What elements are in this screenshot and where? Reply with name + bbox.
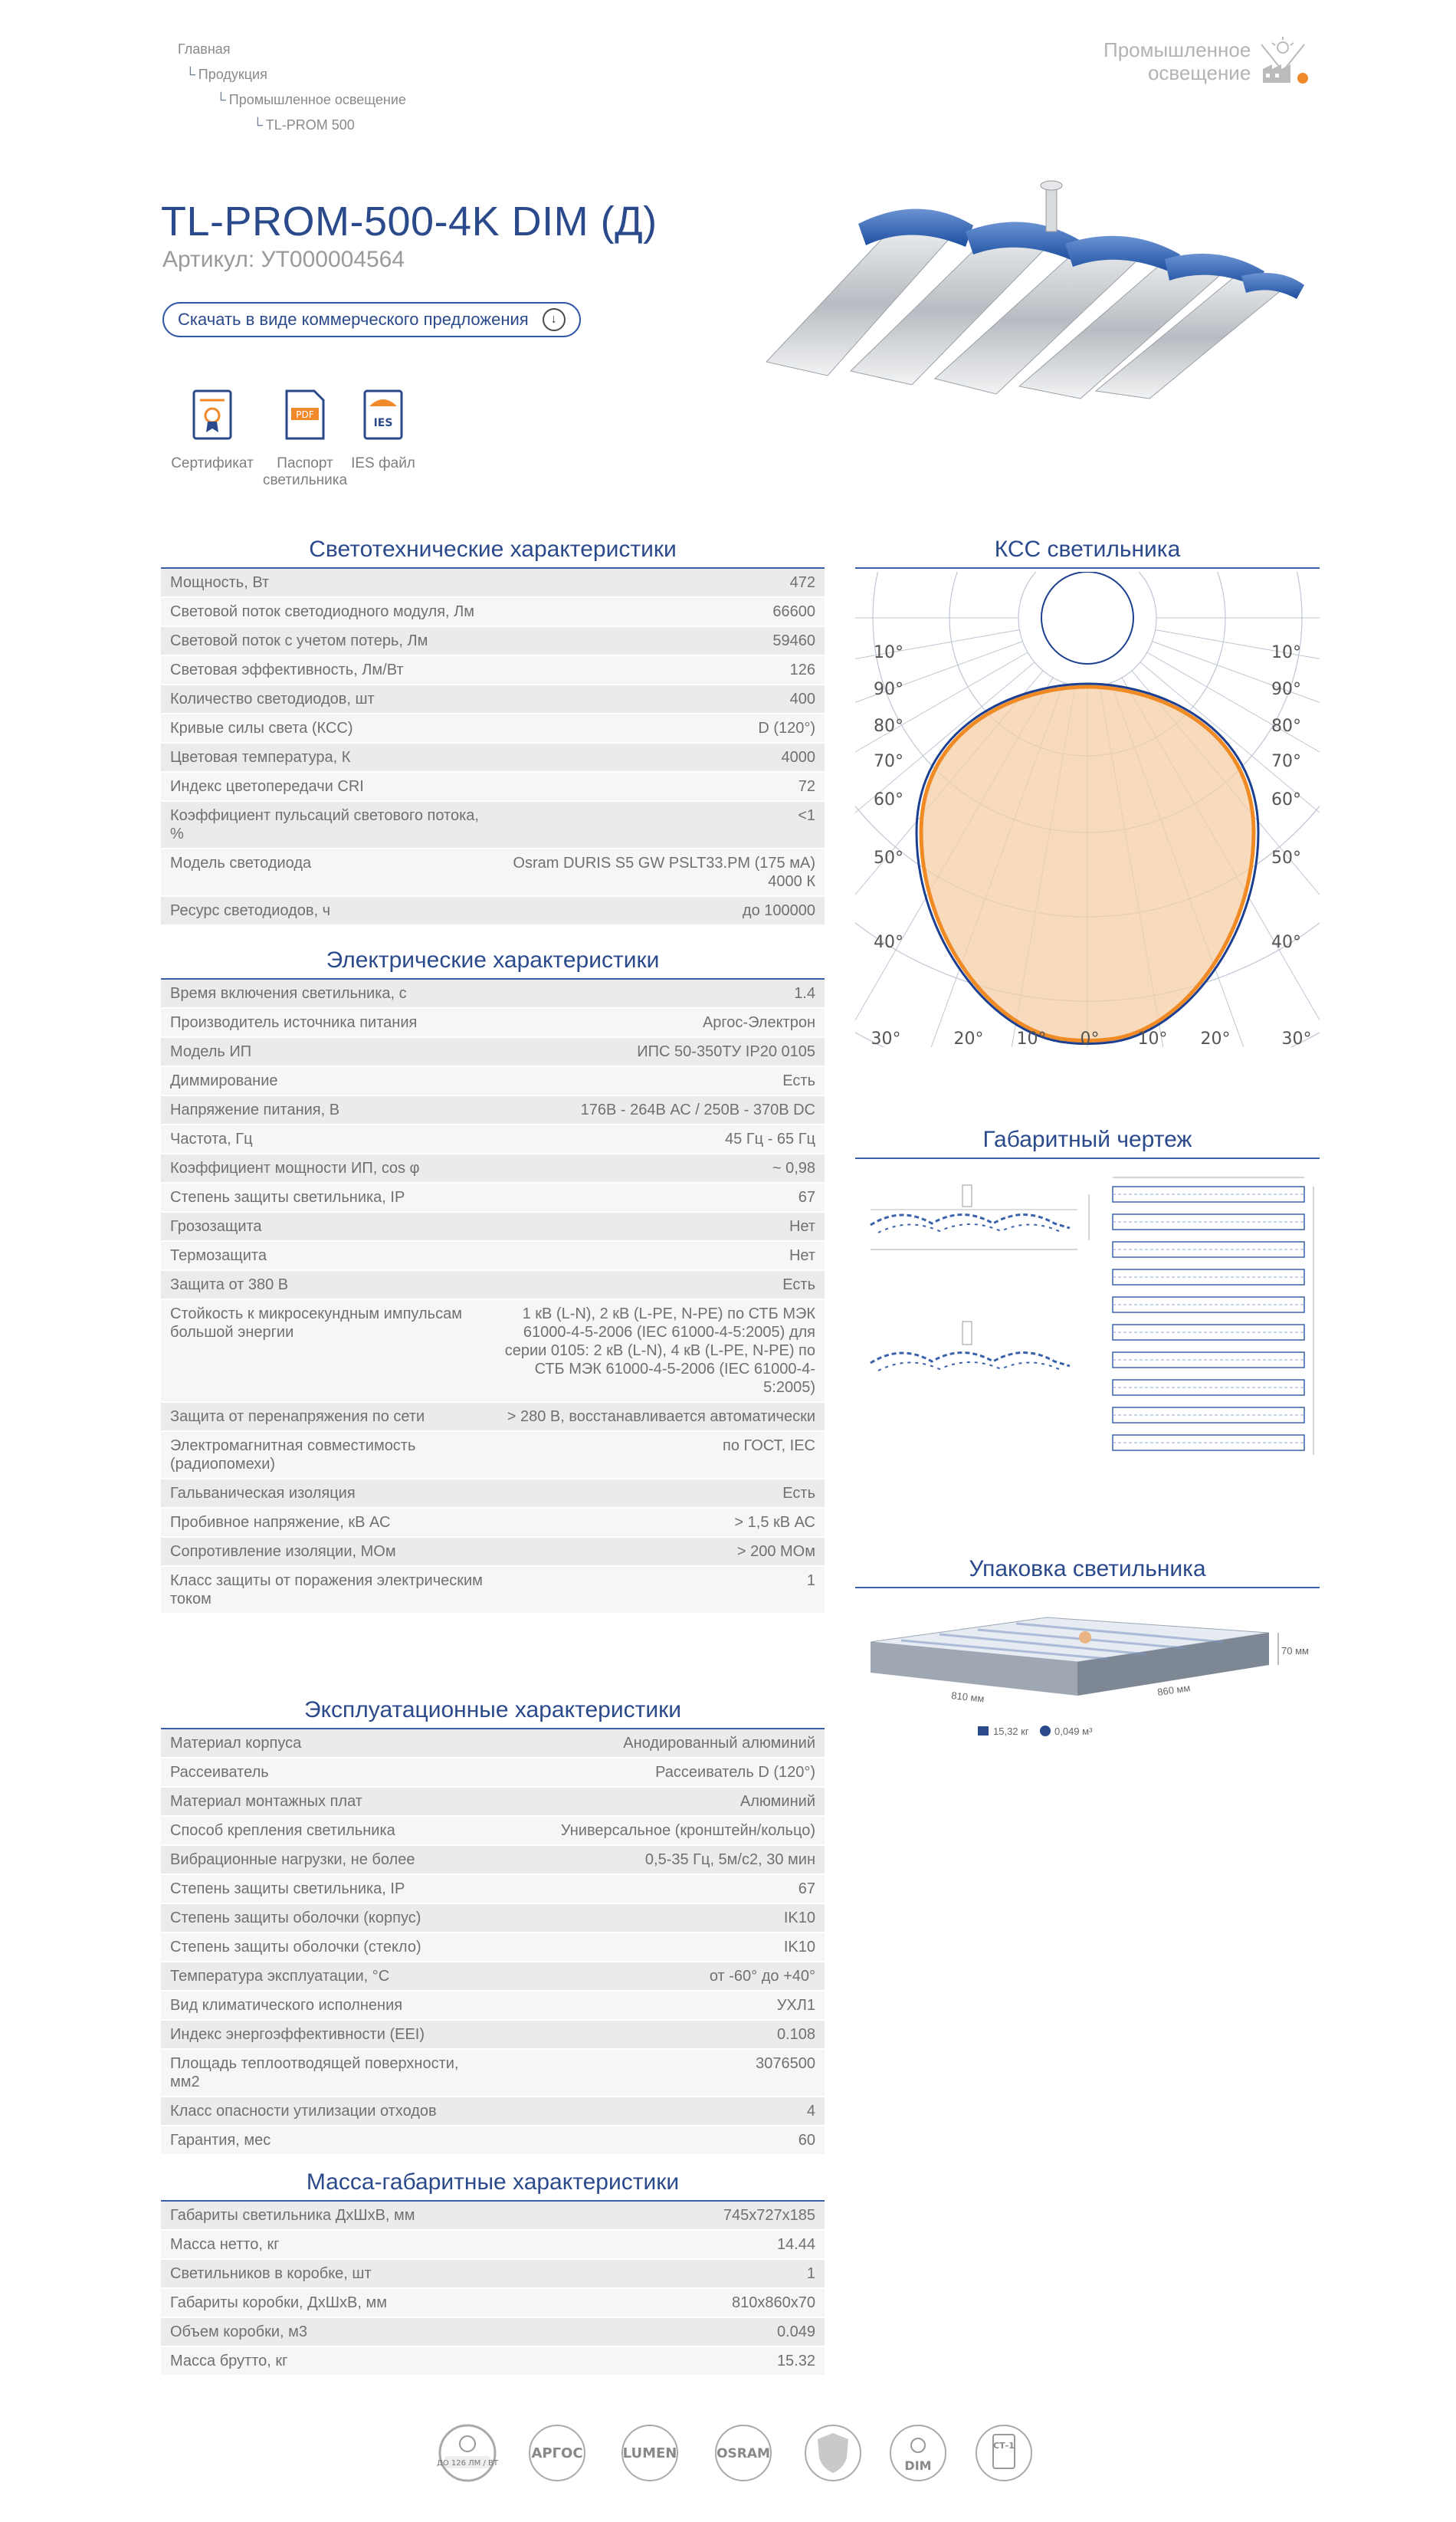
- kss-angle-label: 60°: [874, 790, 903, 809]
- spec-value: 15.32: [493, 2346, 825, 2376]
- drawing-title: Габаритный чертеж: [855, 1127, 1320, 1159]
- spec-label: Сопротивление изоляции, МОм: [161, 1537, 493, 1566]
- product-image: [736, 170, 1318, 400]
- spec-value: 810x860x70: [493, 2288, 825, 2317]
- spec-label: Степень защиты светильника, IP: [161, 1183, 493, 1212]
- spec-value: от -60° до +40°: [493, 1962, 825, 1991]
- spec-label: Защита от 380 В: [161, 1270, 493, 1299]
- kss-angle-label: 80°: [874, 717, 903, 736]
- spec-label: Электромагнитная совместимость (радиопомехи): [161, 1431, 493, 1479]
- svg-text:PDF: PDF: [296, 409, 314, 420]
- breadcrumb-industrial[interactable]: └ Промышленное освещение: [216, 92, 406, 107]
- side-view-top: [871, 1185, 1089, 1250]
- table-row: [161, 1183, 825, 1212]
- kss-angle-label: 20°: [1200, 1029, 1231, 1049]
- doc-passport-label: Паспорт светильника: [262, 455, 348, 488]
- spec-value: 72: [493, 772, 825, 801]
- package-dim-h: 70 мм: [1281, 1645, 1309, 1657]
- category-brand[interactable]: [1103, 37, 1310, 86]
- spec-value: 1 кВ (L-N), 2 кВ (L-PE, N-PE) по СТБ МЭК 61000-4-5-2006 (IEC 61000-4-5:2005) для серии 0105: 2 кВ (L-N), 4 кВ (L-PE, N-PE) по СТБ МЭК 61000-4-5-2006 (IEC 61000-4-5:2005): [493, 1299, 825, 1402]
- spec-value: IK10: [493, 1933, 825, 1962]
- spec-value: 0,5-35 Гц, 5м/с2, 30 мин: [493, 1845, 825, 1874]
- spec-label: Масса брутто, кг: [161, 2346, 493, 2376]
- spec-value: 1: [493, 2259, 825, 2288]
- spec-value: 1: [493, 1566, 825, 1614]
- spec-label: Стойкость к микросекундным импульсам большой энергии: [161, 1299, 493, 1402]
- table-row: [161, 626, 825, 655]
- kss-angle-label: 10°: [1137, 1029, 1168, 1049]
- footer-logos: [437, 2422, 1035, 2488]
- table-row: [161, 2020, 825, 2049]
- svg-text:DIM: DIM: [904, 2458, 932, 2473]
- table-row: [161, 1299, 825, 1402]
- shield-logo: [802, 2422, 864, 2488]
- spec-value: Есть: [493, 1479, 825, 1508]
- spec-label: Коэффициент пульсаций светового потока, %: [161, 801, 493, 849]
- spec-label: Диммирование: [161, 1066, 493, 1095]
- lumen-logo: [615, 2422, 684, 2488]
- spec-value: 745x727x185: [493, 2202, 825, 2230]
- doc-ies[interactable]: [345, 389, 421, 472]
- breadcrumb-current: └ TL-PROM 500: [253, 117, 355, 133]
- spec-value: 400: [493, 685, 825, 714]
- svg-text:АРГОС: АРГОС: [531, 2445, 583, 2461]
- pdf-icon: [285, 389, 325, 440]
- kss-angle-label: 30°: [871, 1029, 901, 1049]
- table-row: [161, 1991, 825, 2020]
- kss-angle-label: 90°: [874, 680, 903, 699]
- package-dim-w: 810 мм: [950, 1690, 985, 1705]
- weight-icon: [978, 1726, 989, 1736]
- spec-value: 4: [493, 2097, 825, 2126]
- package-volume: 0,049 м³: [1054, 1726, 1093, 1737]
- spec-value: 59460: [493, 626, 825, 655]
- operation-section: [161, 1697, 825, 2156]
- light-section: [161, 537, 825, 926]
- table-row: [161, 1729, 825, 1758]
- spec-label: Гальваническая изоляция: [161, 1479, 493, 1508]
- spec-label: Индекс цветопередачи CRI: [161, 772, 493, 801]
- spec-value: по ГОСТ, IEC: [493, 1431, 825, 1479]
- electric-table: [161, 980, 825, 1614]
- svg-text:ДО 126 ЛМ / ВТ: ДО 126 ЛМ / ВТ: [437, 2459, 498, 2468]
- table-row: [161, 1008, 825, 1037]
- table-row: [161, 1241, 825, 1270]
- table-row: [161, 1154, 825, 1183]
- table-row: [161, 2317, 825, 2346]
- kss-diagram: [855, 572, 1320, 1055]
- spec-value: УХЛ1: [493, 1991, 825, 2020]
- spec-label: Степень защиты светильника, IP: [161, 1874, 493, 1903]
- table-row: [161, 2097, 825, 2126]
- spec-value: 0.049: [493, 2317, 825, 2346]
- drawing-section: [855, 1127, 1320, 1486]
- spec-value: 67: [493, 1183, 825, 1212]
- spec-label: Класс защиты от поражения электрическим током: [161, 1566, 493, 1614]
- kss-angle-label: 80°: [1271, 717, 1301, 736]
- spec-value: до 100000: [493, 896, 825, 925]
- spec-label: Температура эксплуатации, °С: [161, 1962, 493, 1991]
- spec-value: 1.4: [493, 980, 825, 1008]
- dimensional-drawing: [855, 1164, 1320, 1486]
- spec-label: Количество светодиодов, шт: [161, 685, 493, 714]
- spec-label: Габариты светильника ДхШхВ, мм: [161, 2202, 493, 2230]
- spec-value: > 200 МОм: [493, 1537, 825, 1566]
- table-row: [161, 1125, 825, 1154]
- spec-label: Время включения светильника, с: [161, 980, 493, 1008]
- package-box: [855, 1599, 1320, 1752]
- table-row: [161, 2259, 825, 2288]
- spec-label: Кривые силы света (КСС): [161, 714, 493, 743]
- spec-value: 60: [493, 2126, 825, 2155]
- spec-value: <1: [493, 801, 825, 849]
- table-row: [161, 772, 825, 801]
- spec-label: Индекс энергоэффективности (EEI): [161, 2020, 493, 2049]
- spec-value: 3076500: [493, 2049, 825, 2097]
- spec-label: Коэффициент мощности ИП, cos φ: [161, 1154, 493, 1183]
- breadcrumb-products[interactable]: └ Продукция: [185, 67, 267, 82]
- argos-logo: [523, 2422, 592, 2488]
- light-table: [161, 569, 825, 926]
- spec-label: Способ крепления светильника: [161, 1816, 493, 1845]
- spec-value: > 280 В, восстанавливается автоматически: [493, 1402, 825, 1431]
- spec-value: 472: [493, 569, 825, 597]
- spec-value: 45 Гц - 65 Гц: [493, 1125, 825, 1154]
- spec-label: Мощность, Вт: [161, 569, 493, 597]
- spec-value: Osram DURIS S5 GW PSLT33.PM (175 мА) 4000 К: [493, 849, 825, 896]
- table-row: [161, 2346, 825, 2376]
- spec-label: Гарантия, мес: [161, 2126, 493, 2155]
- spec-label: Световой поток с учетом потерь, Лм: [161, 626, 493, 655]
- kss-angle-label: 90°: [1271, 680, 1301, 699]
- spec-value: Рассеиватель D (120°): [493, 1758, 825, 1787]
- table-row: [161, 1874, 825, 1903]
- brand-line-1: Промышленное: [1103, 38, 1251, 61]
- spec-label: Модель ИП: [161, 1037, 493, 1066]
- light-section-title: Светотехнические характеристики: [161, 537, 825, 569]
- spec-value: 67: [493, 1874, 825, 1903]
- electric-section-title: Электрические характеристики: [161, 947, 825, 980]
- spec-label: Класс опасности утилизации отходов: [161, 2097, 493, 2126]
- package-info: [978, 1726, 1093, 1737]
- dim-logo: [887, 2422, 949, 2488]
- spec-label: Грозозащита: [161, 1212, 493, 1241]
- svg-text:OSRAM: OSRAM: [717, 2446, 770, 2461]
- package-title: Упаковка светильника: [855, 1556, 1320, 1588]
- operation-section-title: Эксплуатационные характеристики: [161, 1697, 825, 1729]
- st1-logo: [973, 2422, 1035, 2488]
- kss-angle-label: 60°: [1271, 790, 1301, 809]
- table-row: [161, 655, 825, 685]
- svg-text:СТ-1: СТ-1: [993, 2441, 1015, 2451]
- table-row: [161, 743, 825, 772]
- package-section: [855, 1556, 1320, 1752]
- spec-label: Объем коробки, м3: [161, 2317, 493, 2346]
- package-weight: 15,32 кг: [993, 1726, 1029, 1737]
- spec-value: Есть: [493, 1270, 825, 1299]
- table-row: [161, 1431, 825, 1479]
- side-view-bottom: [871, 1322, 1070, 1371]
- spec-value: Нет: [493, 1241, 825, 1270]
- spec-label: Площадь теплоотводящей поверхности, мм2: [161, 2049, 493, 2097]
- table-row: [161, 1508, 825, 1537]
- kss-angle-label: 40°: [874, 933, 903, 952]
- table-row: [161, 1933, 825, 1962]
- electric-section: [161, 947, 825, 1614]
- spec-label: Ресурс светодиодов, ч: [161, 896, 493, 925]
- table-row: [161, 1066, 825, 1095]
- spec-label: Вид климатического исполнения: [161, 1991, 493, 2020]
- spec-label: Габариты коробки, ДхШхВ, мм: [161, 2288, 493, 2317]
- kss-angle-label: 10°: [1016, 1029, 1047, 1049]
- table-row: [161, 1537, 825, 1566]
- efficiency-icon: [437, 2422, 498, 2484]
- table-row: [161, 1270, 825, 1299]
- table-row: [161, 597, 825, 626]
- table-row: [161, 1212, 825, 1241]
- table-row: [161, 1566, 825, 1614]
- table-row: [161, 714, 825, 743]
- kss-angle-label: 70°: [874, 752, 903, 771]
- spec-value: 126: [493, 655, 825, 685]
- spec-value: 0.108: [493, 2020, 825, 2049]
- spec-value: ИПС 50-350ТУ IP20 0105: [493, 1037, 825, 1066]
- doc-ies-label: IES файл: [351, 455, 415, 471]
- mass-section-title: Масса-габаритные характеристики: [161, 2169, 825, 2202]
- package-dim-d: 860 мм: [1156, 1682, 1192, 1698]
- table-row: [161, 1758, 825, 1787]
- spec-label: Цветовая температура, К: [161, 743, 493, 772]
- table-row: [161, 2230, 825, 2259]
- kss-angle-label: 10°: [1271, 643, 1301, 662]
- table-row: [161, 2126, 825, 2155]
- spec-value: 14.44: [493, 2230, 825, 2259]
- certificate-icon: [192, 389, 232, 440]
- kss-title: КСС светильника: [855, 537, 1320, 569]
- download-offer-button[interactable]: [162, 302, 581, 337]
- factory-icon: [1257, 37, 1310, 86]
- spec-label: Степень защиты оболочки (стекло): [161, 1933, 493, 1962]
- table-row: [161, 2202, 825, 2230]
- svg-text:LUMEN: LUMEN: [622, 2445, 677, 2461]
- spec-value: Универсальное (кронштейн/кольцо): [493, 1816, 825, 1845]
- spec-label: Пробивное напряжение, кВ АС: [161, 1508, 493, 1537]
- table-row: [161, 1903, 825, 1933]
- spec-value: Аргос-Электрон: [493, 1008, 825, 1037]
- spec-value: 176В - 264В АС / 250В - 370В DC: [493, 1095, 825, 1125]
- st1-icon: [973, 2422, 1035, 2484]
- spec-label: Защита от перенапряжения по сети: [161, 1402, 493, 1431]
- spec-value: > 1,5 кВ АС: [493, 1508, 825, 1537]
- table-row: [161, 1845, 825, 1874]
- spec-value: Нет: [493, 1212, 825, 1241]
- spec-label: Модель светодиода: [161, 849, 493, 896]
- mass-table: [161, 2202, 825, 2376]
- doc-certificate-label: Сертификат: [171, 455, 254, 471]
- spec-label: Вибрационные нагрузки, не более: [161, 1845, 493, 1874]
- spec-label: Светильников в коробке, шт: [161, 2259, 493, 2288]
- breadcrumb-home[interactable]: Главная: [178, 41, 231, 57]
- spec-value: IK10: [493, 1903, 825, 1933]
- spec-label: Материал корпуса: [161, 1729, 493, 1758]
- table-row: [161, 1479, 825, 1508]
- spec-value: Алюминий: [493, 1787, 825, 1816]
- spec-value: ~ 0,98: [493, 1154, 825, 1183]
- download-icon: ↓: [543, 308, 566, 331]
- efficiency-logo: [437, 2422, 498, 2488]
- shield-hand-icon: [802, 2422, 864, 2484]
- svg-text:IES: IES: [373, 417, 393, 429]
- table-row: [161, 801, 825, 849]
- table-row: [161, 2049, 825, 2097]
- mass-section: [161, 2169, 825, 2376]
- spec-value: Есть: [493, 1066, 825, 1095]
- dim-icon: [887, 2422, 949, 2484]
- table-row: [161, 685, 825, 714]
- kss-angle-label: 50°: [874, 849, 903, 868]
- kss-angle-label: 40°: [1271, 933, 1301, 952]
- spec-label: Рассеиватель: [161, 1758, 493, 1787]
- table-row: [161, 1402, 825, 1431]
- breadcrumb: [178, 41, 406, 133]
- spec-value: Анодированный алюминий: [493, 1729, 825, 1758]
- spec-label: Световой поток светодиодного модуля, Лм: [161, 597, 493, 626]
- kss-angle-label: 0°: [1080, 1029, 1100, 1049]
- ies-icon: [363, 389, 403, 440]
- table-row: [161, 1962, 825, 1991]
- table-row: [161, 1787, 825, 1816]
- spec-value: 4000: [493, 743, 825, 772]
- top-view: [1113, 1177, 1313, 1455]
- spec-label: Степень защиты оболочки (корпус): [161, 1903, 493, 1933]
- spec-value: 66600: [493, 597, 825, 626]
- kss-angle-label: 70°: [1271, 752, 1301, 771]
- kss-angle-label: 30°: [1281, 1029, 1312, 1049]
- table-row: [161, 1816, 825, 1845]
- doc-passport[interactable]: [259, 389, 351, 489]
- osram-logo: [709, 2422, 778, 2488]
- spec-label: Масса нетто, кг: [161, 2230, 493, 2259]
- table-row: [161, 2288, 825, 2317]
- spec-value: D (120°): [493, 714, 825, 743]
- spec-label: Термозащита: [161, 1241, 493, 1270]
- spec-label: Материал монтажных плат: [161, 1787, 493, 1816]
- operation-table: [161, 1729, 825, 2156]
- table-row: [161, 849, 825, 896]
- volume-icon: [1040, 1726, 1051, 1736]
- spec-label: Частота, Гц: [161, 1125, 493, 1154]
- kss-angle-label: 10°: [874, 643, 903, 662]
- kss-angle-label: 20°: [953, 1029, 984, 1049]
- table-row: [161, 1037, 825, 1066]
- spec-label: Световая эффективность, Лм/Вт: [161, 655, 493, 685]
- kss-section: [855, 537, 1320, 1055]
- product-title: TL-PROM-500-4K DIM (Д): [161, 199, 657, 245]
- table-row: [161, 1095, 825, 1125]
- table-row: [161, 569, 825, 597]
- doc-certificate[interactable]: [170, 389, 254, 472]
- product-sku: Артикул: УТ000004564: [162, 247, 405, 272]
- download-offer-label: Скачать в виде коммерческого предложения: [178, 310, 529, 329]
- spec-label: Напряжение питания, В: [161, 1095, 493, 1125]
- kss-angle-label: 50°: [1271, 849, 1301, 868]
- spec-label: Производитель источника питания: [161, 1008, 493, 1037]
- table-row: [161, 980, 825, 1008]
- brand-line-2: освещение: [1147, 61, 1251, 84]
- table-row: [161, 896, 825, 925]
